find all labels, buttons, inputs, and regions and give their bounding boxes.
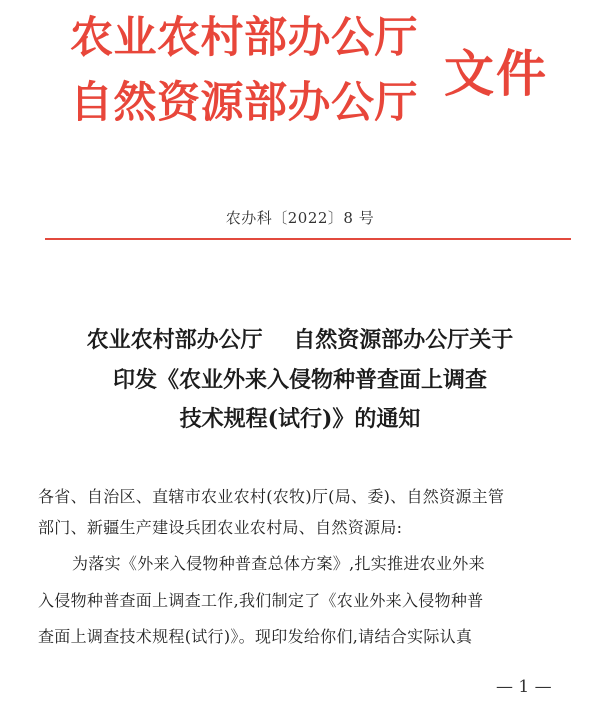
body-line-1: 各省、自治区、直辖市农业农村(农牧)厅(局、委)、自然资源主管 [38, 487, 505, 506]
body-line-4: 入侵物种普查面上调查工作,我们制定了《农业外来入侵物种普 [38, 591, 484, 610]
red-separator-line [45, 238, 571, 240]
title-line-1: 农业农村部办公厅 自然资源部办公厅关于 [86, 327, 514, 353]
body-line-2: 部门、新疆生产建设兵团农业农村局、自然资源局: [38, 518, 403, 537]
page-number: — 1 — [496, 677, 552, 697]
title-line-2: 印发《农业外来入侵物种普查面上调查 [112, 367, 487, 393]
issuer-name-2: 自然资源部办公厅 [70, 78, 418, 128]
issuer-name-1: 农业农村部办公厅 [70, 13, 418, 63]
body-line-5: 查面上调查技术规程(试行)》。现印发给你们,请结合实际认真 [38, 627, 473, 646]
body-line-3: 为落实《外来入侵物种普查总体方案》,扎实推进农业外来 [72, 554, 485, 573]
document-number: 农办科〔2022〕8 号 [225, 209, 375, 227]
title-line-3: 技术规程(试行)》的通知 [179, 406, 421, 432]
document-word: 文件 [444, 44, 548, 103]
